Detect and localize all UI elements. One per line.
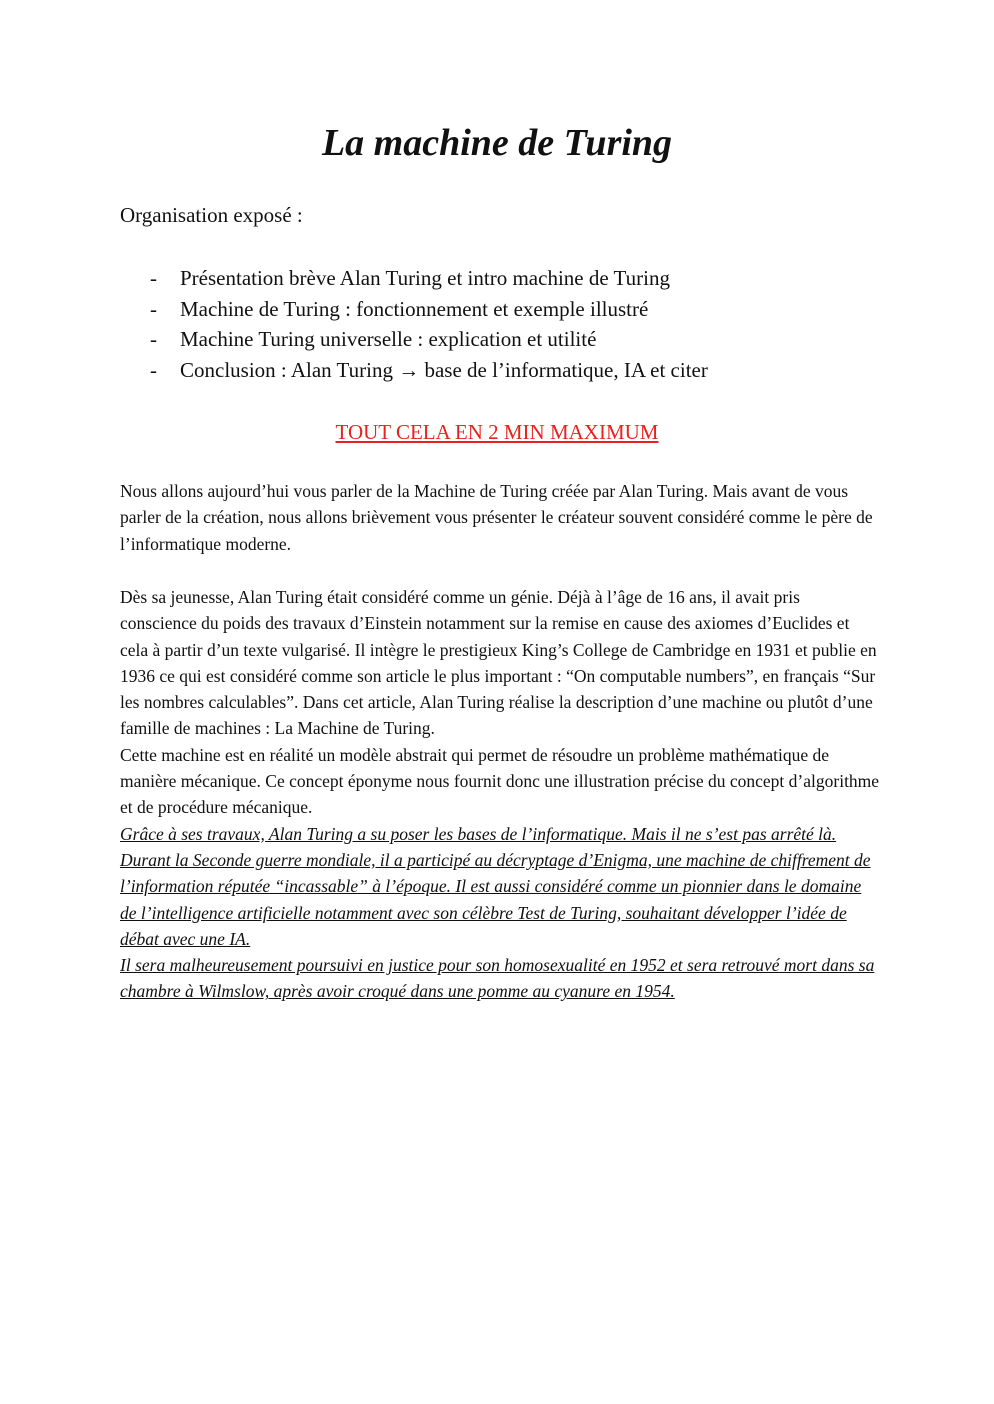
- list-item: [120, 324, 708, 355]
- list-dash: -: [150, 266, 157, 290]
- legacy-paragraph: Grâce à ses travaux, Alan Turing a su poser les bases de l’informatique. Mais il ne s’est pas arrêté là. Durant la Seconde guerre mondiale, il a participé au décryptage d’Enigma, une machine de chiffrement de l’information réputée “incassable” à l’époque. Il est aussi considéré comme un pionnier dans le domaine de l’intelligence artificielle notamment avec son célèbre Test de Turing, souhaitant développer l’idée de débat avec une IA.: [120, 823, 871, 949]
- list-dash: -: [150, 357, 157, 382]
- death-paragraph: Il sera malheureusement poursuivi en justice pour son homosexualité en 1952 et sera retrouvé mort dans sa chambre à Wilmslow, après avoir croqué dans une pomme au cyanure en 1954.: [120, 955, 875, 1002]
- list-item-text: Machine de Turing : fonctionnement et exemple illustré: [180, 296, 649, 321]
- list-item: [120, 263, 708, 294]
- document-title: La machine de Turing: [321, 122, 673, 164]
- biography-section: [120, 584, 880, 1005]
- list-item: [120, 294, 708, 325]
- intro-paragraph: Nous allons aujourd’hui vous parler de la Machine de Turing créée par Alan Turing. Mais avant de vous parler de la création, nous allons brièvement vous présenter le créateur souvent considéré comme le père de l’informatique moderne.: [120, 481, 873, 554]
- organisation-label: Organisation exposé :: [120, 203, 303, 227]
- list-item-text: Machine Turing universelle : explication et utilité: [180, 327, 597, 351]
- outline-list: [120, 263, 708, 385]
- youth-paragraph: Dès sa jeunesse, Alan Turing était considéré comme un génie. Déjà à l’âge de 16 ans, il avait pris conscience du poids des travaux d’Einstein notamment sur la remise en cause des axiomes d’Euclides et cela à partir d’un texte vulgarisé. Il intègre le prestigieux King’s College de Cambridge en 1931 et publie en 1936 ce qui est considéré comme son article le plus important : “On computable numbers”, en français “Sur les nombres calculables”. Dans cet article, Alan Turing réalise la description d’une machine ou plutôt d’une famille de machines : La Machine de Turing.: [120, 587, 877, 739]
- list-dash: -: [150, 296, 157, 321]
- machine-paragraph: Cette machine est en réalité un modèle abstrait qui permet de résoudre un problème mathématique de manière mécanique. Ce concept éponyme nous fournit donc une illustration précise du concept d’algorithme et de procédure mécanique.: [120, 744, 880, 818]
- list-item-text: Présentation brève Alan Turing et intro machine de Turing: [180, 266, 670, 290]
- time-limit-notice: TOUT CELA EN 2 MIN MAXIMUM: [335, 420, 659, 444]
- list-item: [120, 355, 708, 386]
- list-item-text: Conclusion : Alan Turing → base de l’informatique, IA et citer: [180, 357, 708, 382]
- list-dash: -: [150, 327, 157, 351]
